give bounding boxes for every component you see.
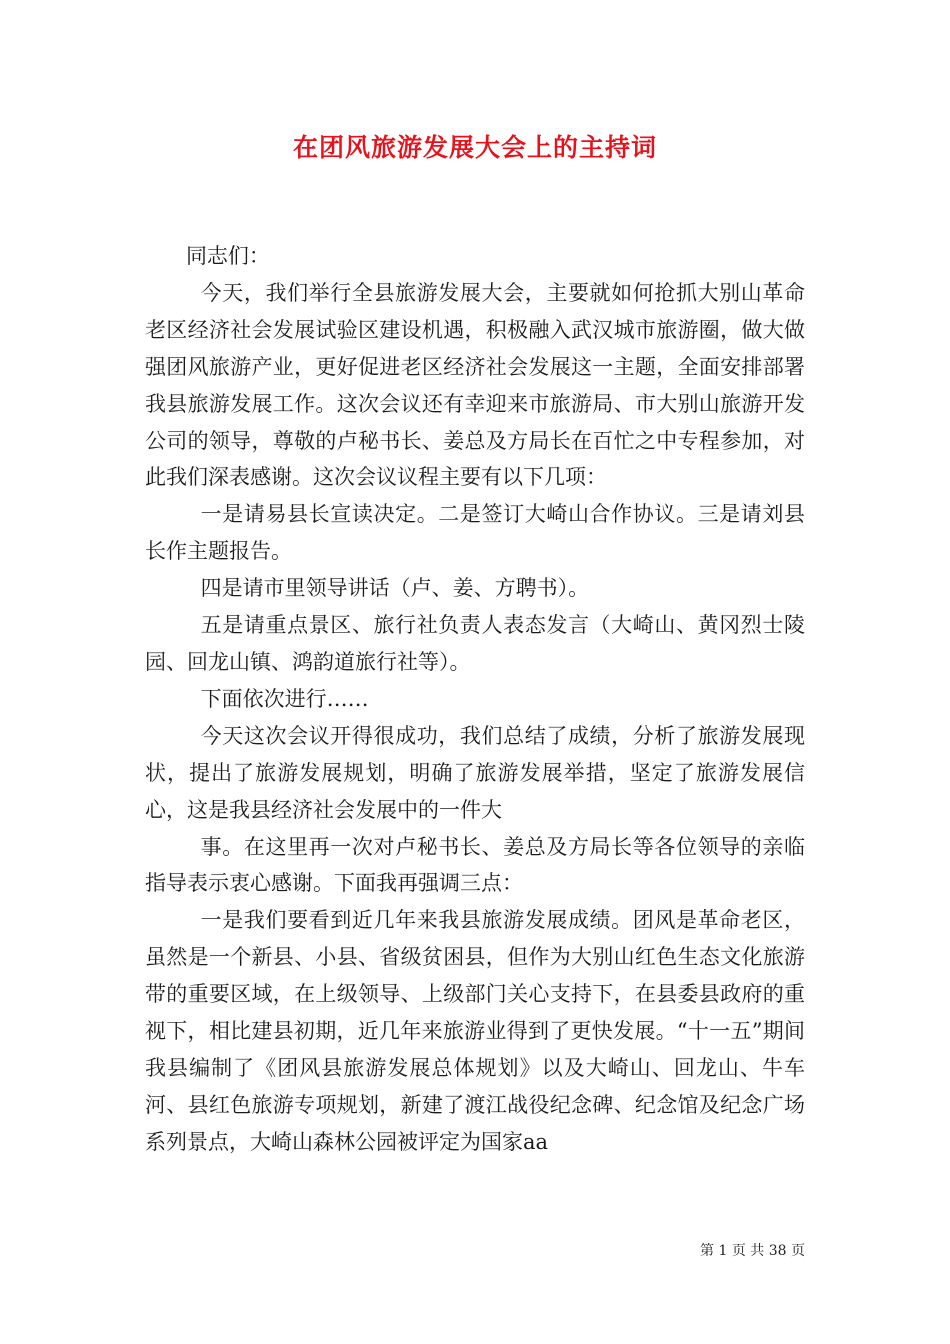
body-paragraph: 五是请重点景区、旅行社负责人表态发言（大崎山、黄冈烈士陵园、回龙山镇、鸿韵道旅行社等）。 [145, 613, 805, 674]
body-paragraph: 事。在这里再一次对卢秘书长、姜总及方局长等各位领导的亲临指导表示衷心感谢。下面我再强调三点： [145, 834, 805, 896]
body-paragraph: 四是请市里领导讲话（卢、姜、方聘书）。 [200, 576, 590, 601]
body-paragraph: 下面依次进行…… [200, 686, 369, 711]
page-number-footer [700, 1240, 805, 1260]
page-number-label: 第 1 页 共 38 页 [700, 1243, 805, 1259]
body-paragraph: 一是我们要看到近几年来我县旅游发展成绩。团风是革命老区，虽然是一个新县、小县、省级贫困县，但作为大别山红色生态文化旅游带的重要区域，在上级领导、上级部门关心支持下，在县委县政府的重视下，相比建县初期，近几年来旅游业得到了更快发展。“十一五”期间我县编制了《团风县旅游发展总体规划》以及大崎山、回龙山、牛车河、县红色旅游专项规划，新建了渡江战役纪念碑、纪念馆及纪念广场系列景点，大崎山森林公园被评定为国家aa [145, 908, 805, 1154]
body-paragraph: 一是请易县长宣读决定。二是签订大崎山合作协议。三是请刘县长作主题报告。 [145, 502, 805, 564]
body-paragraph: 今天，我们举行全县旅游发展大会，主要就如何抢抓大别山革命老区经济社会发展试验区建设机遇，积极融入武汉城市旅游圈，做大做强团风旅游产业，更好促进老区经济社会发展这一主题，全面安排部署我县旅游发展工作。这次会议还有幸迎来市旅游局、市大别山旅游开发公司的领导，尊敬的卢秘书长、姜总及方局长在百忙之中专程参加，对此我们深表感谢。这次会议议程主要有以下几项： [145, 280, 805, 490]
body-paragraph: 今天这次会议开得很成功，我们总结了成绩，分析了旅游发展现状，提出了旅游发展规划，明确了旅游发展举措，坚定了旅游发展信心，这是我县经济社会发展中的一件大 [145, 723, 805, 822]
document-title: 在团风旅游发展大会上的主持词 [292, 133, 657, 162]
document-body [145, 238, 805, 1161]
salutation-paragraph: 同志们： [185, 244, 270, 268]
